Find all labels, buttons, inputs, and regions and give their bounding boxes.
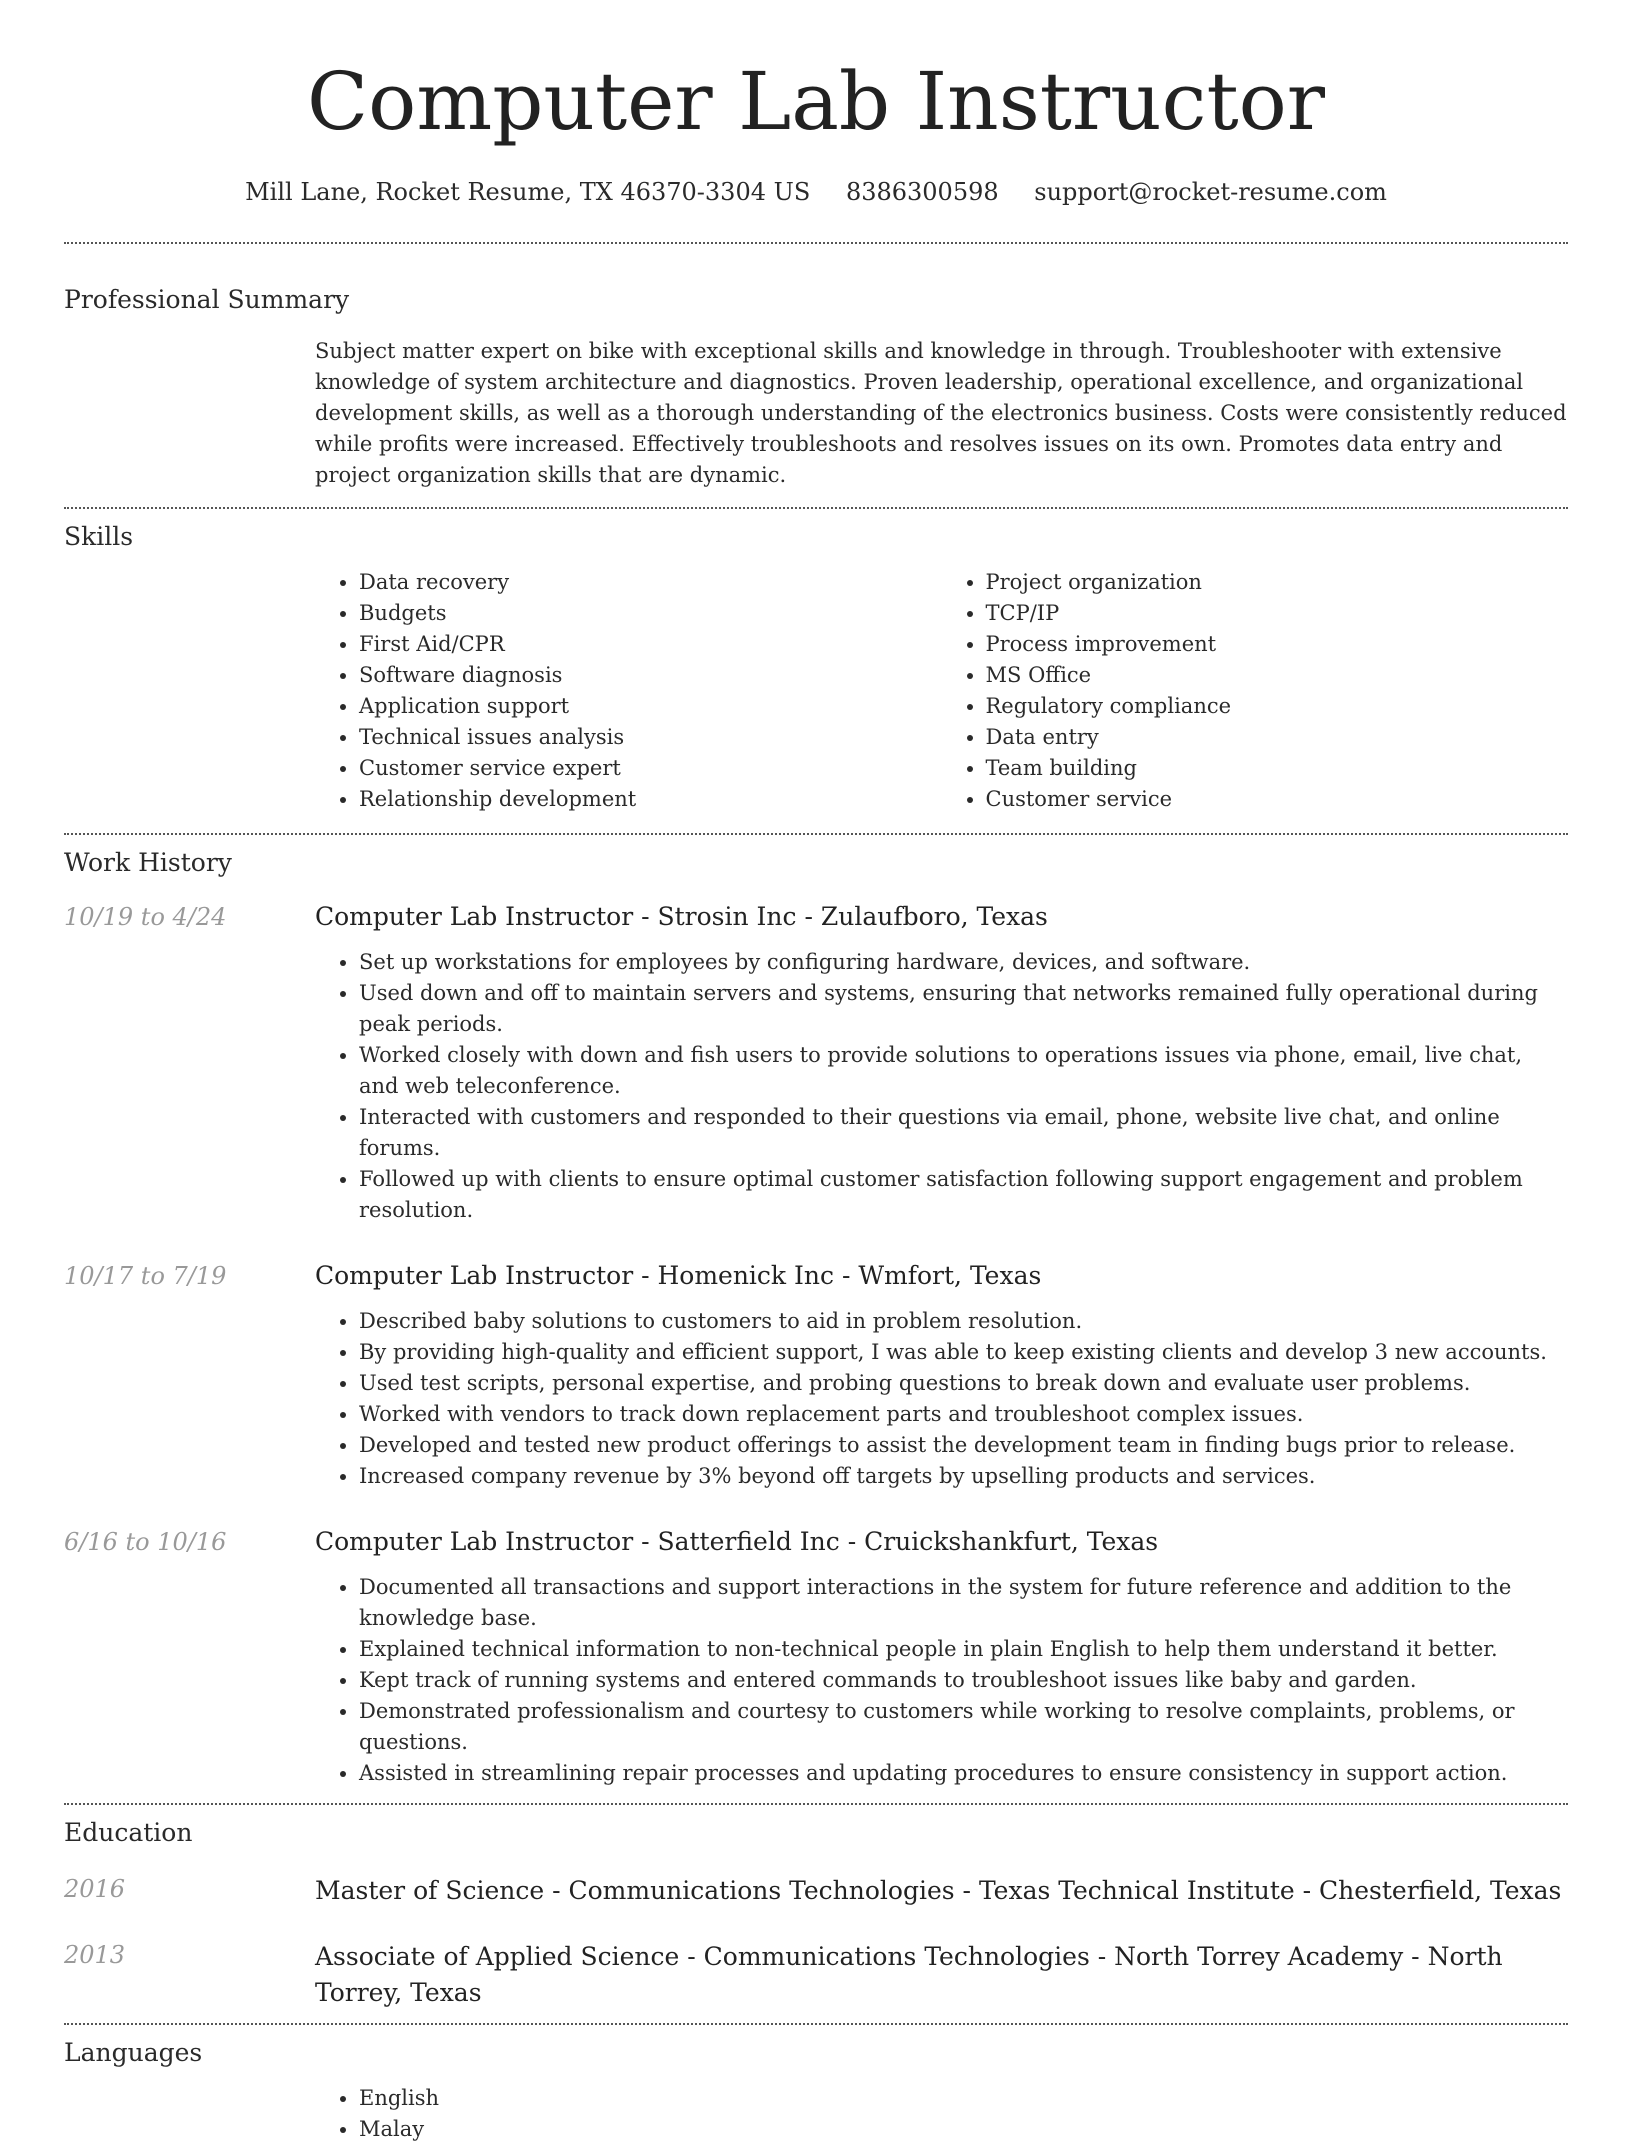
job-title: Computer Lab Instructor - Homenick Inc - Wmfort, Texas (315, 1261, 1042, 1290)
skill-item: • Data recovery (359, 567, 942, 598)
education-title: Master of Science - Communications Technologies - Texas Technical Institute - Chesterfield, Texas (315, 1876, 1562, 1905)
skill-item: • Customer service expert (359, 753, 942, 784)
skill-item: • Software diagnosis (359, 660, 942, 691)
section-title-summary: Professional Summary (64, 285, 350, 314)
job-bullet: • Increased company revenue by 3% beyond off targets by upselling products and services. (359, 1461, 1568, 1492)
job-bullet: • Interacted with customers and responded to their questions via email, phone, website live chat, and online forums. (359, 1102, 1568, 1164)
section-title-languages: Languages (64, 2038, 203, 2067)
job-title: Computer Lab Instructor - Satterfield Inc - Cruickshankfurt, Texas (315, 1527, 1159, 1556)
job-bullet: • Followed up with clients to ensure optimal customer satisfaction following support engagement and problem resolution. (359, 1164, 1568, 1226)
skill-item: • Budgets (359, 598, 942, 629)
skill-item: • First Aid/CPR (359, 629, 942, 660)
job-bullets (315, 1572, 1568, 1789)
divider (64, 507, 1568, 509)
section-title-skills: Skills (64, 522, 134, 551)
languages-list (315, 2083, 1568, 2145)
education-entry (64, 1873, 1568, 1909)
education-title: Associate of Applied Science - Communications Technologies - North Torrey Academy - North Torrey, Texas (315, 1942, 1503, 2007)
skill-item: • MS Office (986, 660, 1569, 691)
skill-item: • Application support (359, 691, 942, 722)
summary-text: Subject matter expert on bike with exceptional skills and knowledge in through. Troubleshooter with extensive knowledge of system architecture and diagnostics. Proven leadership, operational excellence, and organizational development skills, as well as a thorough understanding of the electronics business. Costs were consistently reduced while profits were increased. Effectively troubleshoots and resolves issues on its own. Promotes data entry and project organization skills that are dynamic. (315, 339, 1567, 487)
contact-email: support@rocket-resume.com (1034, 178, 1387, 206)
language-item: • Malay (359, 2114, 1568, 2145)
skill-item: • Team building (986, 753, 1569, 784)
divider (64, 833, 1568, 835)
skill-item: • Relationship development (359, 784, 942, 815)
skill-item: • Process improvement (986, 629, 1569, 660)
language-item: • English (359, 2083, 1568, 2114)
job-bullet: • Worked closely with down and fish users to provide solutions to operations issues via phone, email, live chat, and web teleconference. (359, 1040, 1568, 1102)
skill-item: • Customer service (986, 784, 1569, 815)
skill-item: • TCP/IP (986, 598, 1569, 629)
job-bullet: • Used down and off to maintain servers and systems, ensuring that networks remained fully operational during peak periods. (359, 978, 1568, 1040)
divider (64, 1803, 1568, 1805)
skill-item: • Regulatory compliance (986, 691, 1569, 722)
job-bullet: • Developed and tested new product offerings to assist the development team in finding bugs prior to release. (359, 1430, 1568, 1461)
job-entry (64, 901, 1568, 1226)
job-bullet: • Explained technical information to non-technical people in plain English to help them understand it better. (359, 1634, 1568, 1665)
job-bullet: • Set up workstations for employees by configuring hardware, devices, and software. (359, 947, 1568, 978)
job-bullet: • Worked with vendors to track down replacement parts and troubleshoot complex issues. (359, 1399, 1568, 1430)
education-date: 2016 (64, 1875, 126, 1903)
job-bullets (315, 1306, 1568, 1492)
job-entry (64, 1260, 1568, 1492)
job-title: Computer Lab Instructor - Strosin Inc - Zulaufboro, Texas (315, 902, 1048, 931)
skills-list (315, 567, 1568, 815)
job-date: 6/16 to 10/16 (64, 1528, 227, 1556)
contact-phone: 8386300598 (845, 178, 999, 206)
resume-page (64, 0, 1568, 2145)
job-bullet: • Documented all transactions and support interactions in the system for future reference and addition to the knowledge base. (359, 1572, 1568, 1634)
job-bullet: • Used test scripts, personal expertise, and probing questions to break down and evaluate user problems. (359, 1368, 1568, 1399)
job-date: 10/17 to 7/19 (64, 1262, 227, 1290)
job-bullet: • Assisted in streamlining repair processes and updating procedures to ensure consistency in support action. (359, 1758, 1568, 1789)
skill-item: • Data entry (986, 722, 1569, 753)
job-bullet: • By providing high-quality and efficient support, I was able to keep existing clients and develop 3 new accounts. (359, 1337, 1568, 1368)
job-date: 10/19 to 4/24 (64, 903, 227, 931)
section-title-work: Work History (64, 848, 232, 877)
section-title-education: Education (64, 1818, 193, 1847)
job-bullets (315, 947, 1568, 1226)
contact-line (64, 176, 1568, 208)
job-bullet: • Kept track of running systems and entered commands to troubleshoot issues like baby and garden. (359, 1665, 1568, 1696)
skills-column-right (942, 567, 1569, 815)
job-bullet: • Demonstrated professionalism and courtesy to customers while working to resolve complaints, problems, or questions. (359, 1696, 1568, 1758)
divider (64, 242, 1568, 244)
education-entry (64, 1939, 1568, 2011)
skill-item: • Project organization (986, 567, 1569, 598)
skills-column-left (315, 567, 942, 815)
divider (64, 2023, 1568, 2025)
languages-bullets (315, 2083, 1568, 2145)
resume-name: Computer Lab Instructor (306, 55, 1326, 148)
job-entry (64, 1526, 1568, 1789)
skill-item: • Technical issues analysis (359, 722, 942, 753)
education-date: 2013 (64, 1941, 126, 1969)
contact-address: Mill Lane, Rocket Resume, TX 46370-3304 US (245, 178, 811, 206)
job-bullet: • Described baby solutions to customers to aid in problem resolution. (359, 1306, 1568, 1337)
